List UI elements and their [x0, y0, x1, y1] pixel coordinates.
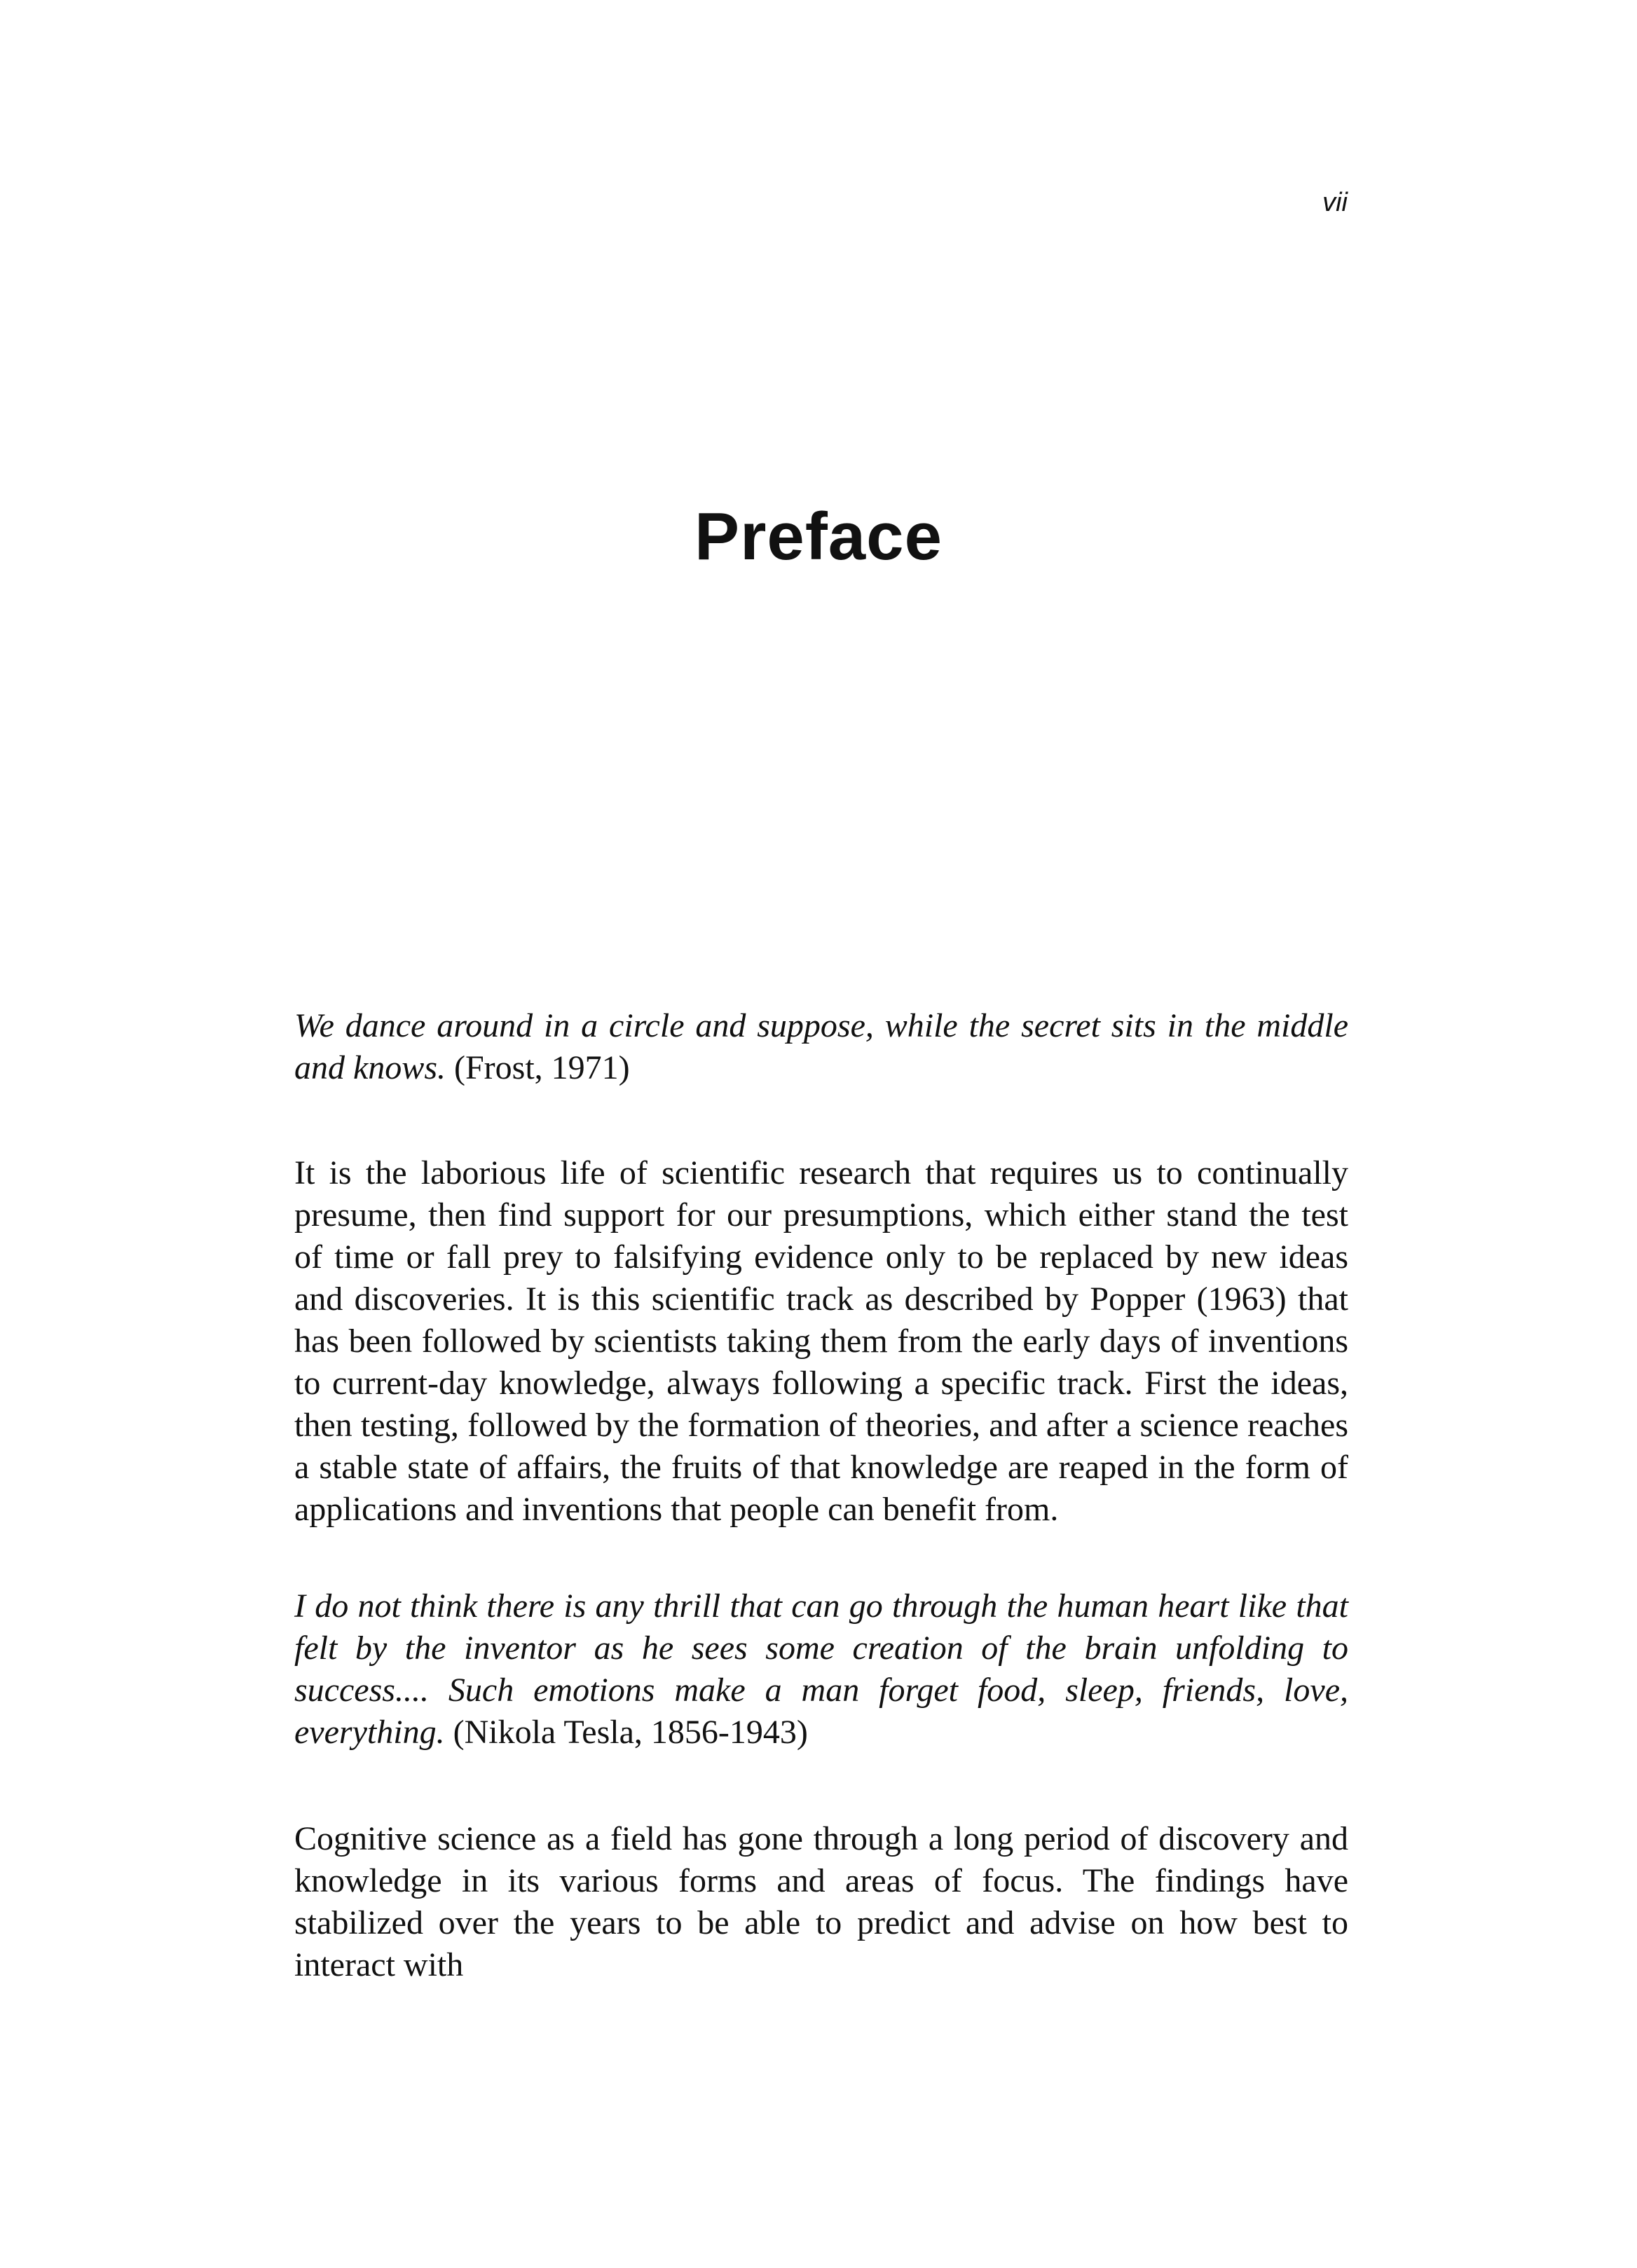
epigraph-frost — [294, 1005, 1348, 1089]
page-number: vii — [1322, 188, 1348, 217]
quote-text: We dance around in a circle and suppose, while the secret sits in the middle and knows. — [294, 1007, 1348, 1086]
quote-citation: (Frost, 1971) — [454, 1049, 630, 1086]
quote-text: I do not think there is any thrill that can go through the human heart like that felt by the inventor as he sees some creation of the brain unfolding to success.... Such emotions make a man forget food, sleep, friends, love, everything. — [294, 1587, 1348, 1751]
quote-citation: (Nikola Tesla, 1856-1943) — [453, 1714, 808, 1751]
epigraph-tesla — [294, 1585, 1348, 1754]
chapter-title: Preface — [694, 499, 943, 574]
body-paragraph-1: It is the laborious life of scientific research that requires us to continually presume, then find support for our presumptions, which either stand the test of time or fall prey to falsifying evidence only to be replaced by new ideas and discoveries. It is this scientific track as described by Popper (1963) that has been followed by scientists taking them from the early days of inventions to current-day knowledge, always following a specific track. First the ideas, then testing, followed by the formation of theories, and after a science reaches a stable state of affairs, the fruits of that knowledge are reaped in the form of applications and inventions that people can benefit from. — [294, 1154, 1348, 1528]
body-paragraph-2: Cognitive science as a field has gone through a long period of discovery and knowledge in its various forms and areas of focus. The findings have stabilized over the years to be able to predict and advise on how best to interact with — [294, 1820, 1348, 1983]
